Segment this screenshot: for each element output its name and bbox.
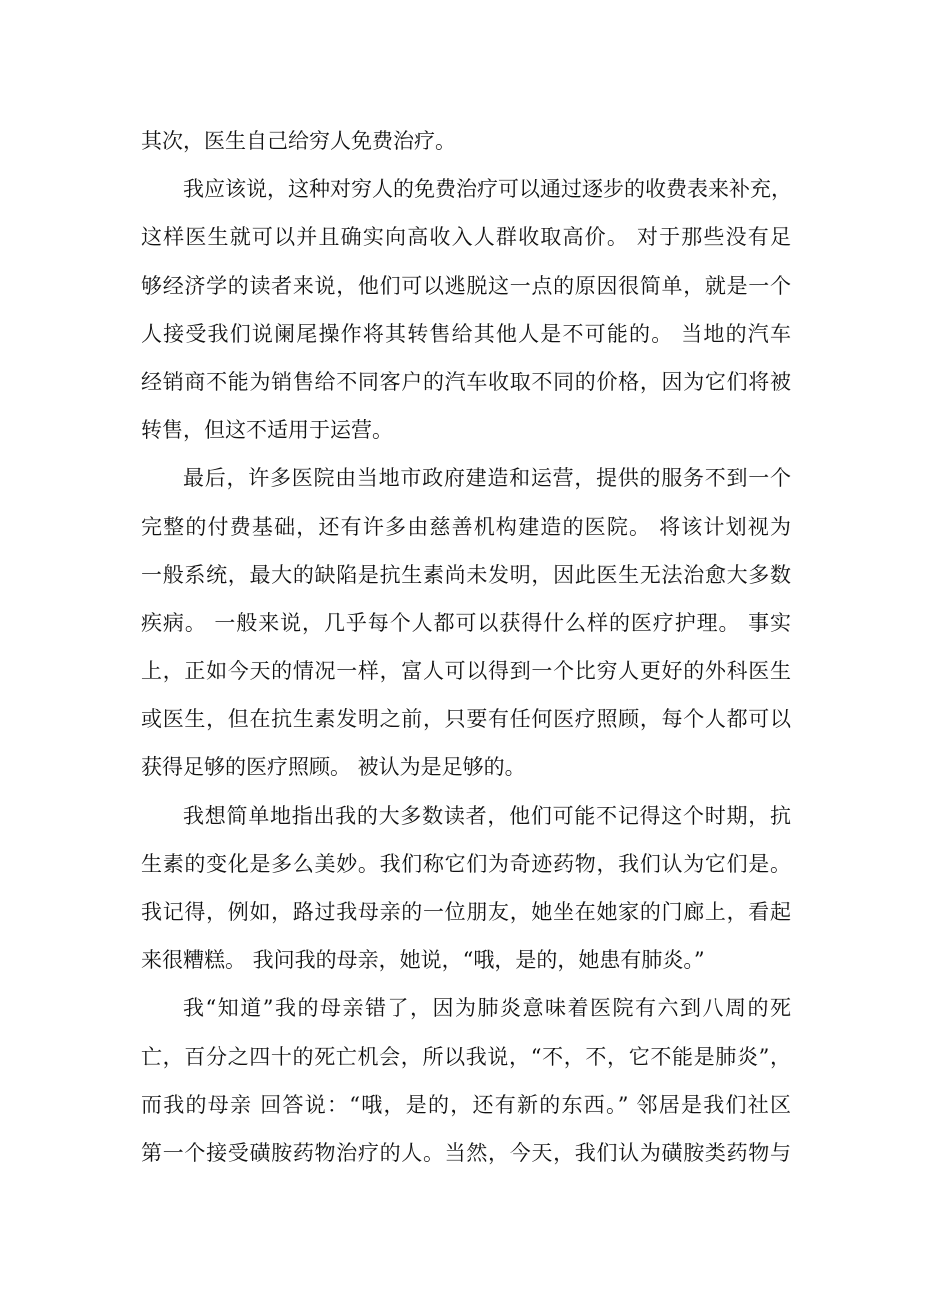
text-line: 来很糟糕。 我问我的母亲，她说，“哦，是的，她患有肺炎。” <box>141 948 705 973</box>
text-line: 我想简单地指出我的大多数读者，他们可能不记得这个时期，抗 <box>183 803 791 828</box>
text-line: 其次，医生自己给穷人免费治疗。 <box>141 129 456 153</box>
text-line: 生素的变化是多么美妙。我们称它们为奇迹药物，我们认为它们是。 <box>141 851 791 876</box>
text-line: 第一个接受磺胺药物治疗的人。当然，今天，我们认为磺胺类药物与 <box>141 1140 791 1165</box>
text-line: 而我的母亲 回答说：“哦，是的，还有新的东西。” 邻居是我们社区 <box>141 1092 791 1117</box>
text-line: 亡，百分之四十的死亡机会，所以我说，“不，不，它不能是肺炎”， <box>141 1044 791 1069</box>
text-line: 完整的付费基础，还有许多由慈善机构建造的医院。 将该计划视为 <box>141 514 791 539</box>
text-line: 我记得，例如，路过我母亲的一位朋友，她坐在她家的门廊上，看起 <box>141 900 791 924</box>
text-line: 上，正如今天的情况一样，富人可以得到一个比穷人更好的外科医生 <box>141 659 791 684</box>
text-line: 我“知道”我的母亲错了，因为肺炎意味着医院有六到八周的死 <box>183 996 791 1021</box>
text-line: 最后，许多医院由当地市政府建造和运营，提供的服务不到一个 <box>183 466 791 491</box>
text-line: 或医生，但在抗生素发明之前，只要有任何医疗照顾，每个人都可以 <box>141 707 791 732</box>
text-line: 人接受我们说阑尾操作将其转售给其他人是不可能的。 当地的汽车 <box>141 321 791 346</box>
text-line: 获得足够的医疗照顾。 被认为是足够的。 <box>141 755 526 780</box>
text-line: 经销商不能为销售给不同客户的汽车收取不同的价格，因为它们将被 <box>141 369 791 394</box>
text-line: 疾病。 一般来说，几乎每个人都可以获得什么样的医疗护理。 事实 <box>141 610 791 635</box>
text-line: 我应该说，这种对穷人的免费治疗可以通过逐步的收费表来补充， <box>183 177 792 202</box>
document-body <box>141 117 791 1177</box>
text-line: 够经济学的读者来说，他们可以逃脱这一点的原因很简单，就是一个 <box>141 273 791 298</box>
text-line: 一般系统，最大的缺陷是抗生素尚未发明，因此医生无法治愈大多数 <box>141 562 791 587</box>
text-line: 转售，但这不适用于运营。 <box>141 418 393 443</box>
text-line: 这样医生就可以并且确实向高收入人群收取高价。 对于那些没有足 <box>141 225 791 250</box>
